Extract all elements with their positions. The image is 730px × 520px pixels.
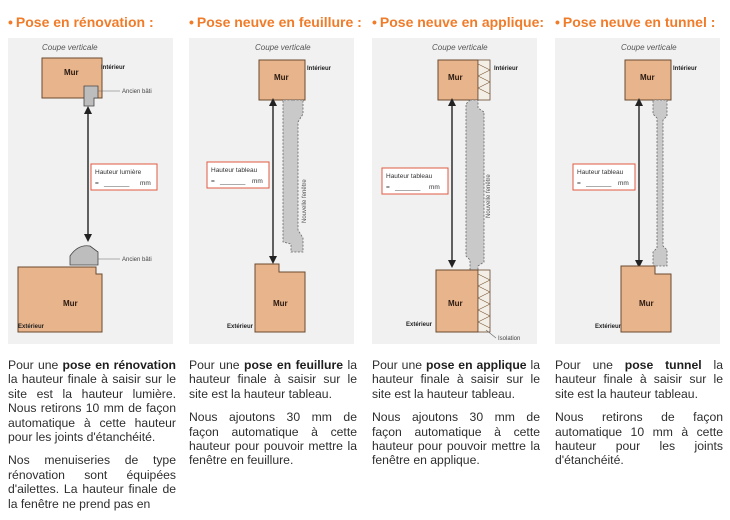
exterior-label: Extérieur <box>18 324 45 330</box>
old-frame-label-top: Ancien bâti <box>122 89 152 95</box>
section-title-tunnel <box>555 14 715 30</box>
diagram-feuillure <box>189 38 354 344</box>
bottom-wall <box>18 267 102 332</box>
title-text: Pose neuve en tunnel : <box>562 14 716 30</box>
diagram-renovation <box>8 38 173 344</box>
wall-label-bottom: Mur <box>448 299 463 308</box>
desc-bold: pose tunnel <box>624 358 702 372</box>
wall-label-bottom: Mur <box>273 299 288 308</box>
interior-label: Intérieur <box>673 66 698 72</box>
diagram-panel-renovation <box>8 38 173 344</box>
wall-label-top: Mur <box>64 68 79 77</box>
title-bullet: • <box>189 14 194 30</box>
desc-bold: pose en rénovation <box>62 358 176 372</box>
diagram-panel-applique <box>372 38 537 344</box>
exterior-label: Extérieur <box>595 324 622 330</box>
wall-label-top: Mur <box>274 73 289 82</box>
description-paragraph <box>189 358 357 401</box>
exterior-label: Extérieur <box>406 322 433 328</box>
title-bullet: • <box>372 14 377 30</box>
description-paragraph: Nous retirons de façon automatique 10 mm à cette hauteur pour les joints d'étanchéité. <box>555 410 723 468</box>
measure-blank: _______ <box>220 178 246 185</box>
old-frame-bottom <box>70 246 98 265</box>
measure-label: Hauteur lumière <box>95 169 142 176</box>
measure-unit: mm <box>429 184 440 191</box>
measure-equals: = <box>577 180 581 187</box>
description-tunnel <box>555 358 723 477</box>
wall-label-top: Mur <box>640 73 655 82</box>
desc-bold: pose en feuillure <box>244 358 344 372</box>
desc-bold: pose en applique <box>425 358 527 372</box>
measure-label: Hauteur tableau <box>577 169 624 176</box>
description-applique <box>372 358 540 477</box>
title-bullet: • <box>8 14 13 30</box>
section-label: Coupe verticale <box>621 43 677 52</box>
desc-text: la hauteur finale à saisir sur le site est la hauteur lumière. Nous retirons 10 mm de façon automatique à cette hauteur pour les joints d'étanchéité. <box>8 372 176 445</box>
new-window-profile <box>653 100 667 266</box>
desc-text: la hauteur finale à saisir sur le site est la hauteur tableau. <box>189 358 357 401</box>
diagram-tunnel <box>555 38 720 344</box>
diagram-panel-tunnel <box>555 38 720 344</box>
new-window-profile <box>466 100 484 270</box>
section-label: Coupe verticale <box>255 43 311 52</box>
description-paragraph: Nous ajoutons 30 mm de façon automatique à cette hauteur pour pouvoir mettre la fenêtre en applique. <box>372 410 540 468</box>
description-paragraph: Nous ajoutons 30 mm de façon automatique à cette hauteur pour pouvoir mettre la fenêtre en feuillure. <box>189 410 357 468</box>
title-text: Pose neuve en applique: <box>379 14 545 30</box>
measure-equals: = <box>386 184 390 191</box>
desc-text: la hauteur finale à saisir sur le site est la hauteur tableau. <box>372 358 540 401</box>
leader-line <box>486 330 496 338</box>
wall-label-bottom: Mur <box>639 299 654 308</box>
insulation-label: Isolation <box>498 336 521 342</box>
description-paragraph <box>555 358 723 401</box>
new-window-profile <box>283 100 303 252</box>
interior-label: Intérieur <box>307 66 332 72</box>
column-feuillure <box>189 0 362 500</box>
desc-text: Pour une <box>372 358 426 372</box>
title-text: Pose neuve en feuillure : <box>196 14 362 30</box>
title-bullet: • <box>555 14 560 30</box>
measure-blank: _______ <box>104 180 130 187</box>
measure-unit: mm <box>252 178 263 185</box>
interior-label: Intérieur <box>494 66 519 72</box>
bottom-wall <box>255 264 305 332</box>
title-text: Pose en rénovation : <box>15 14 154 30</box>
desc-text: Pour une <box>189 358 245 372</box>
diagram-panel-feuillure <box>189 38 354 344</box>
measure-blank: _______ <box>395 184 421 191</box>
section-label: Coupe verticale <box>432 43 488 52</box>
exterior-label: Extérieur <box>227 324 254 330</box>
wall-label-top: Mur <box>448 73 463 82</box>
old-frame-top <box>84 86 98 106</box>
measure-label: Hauteur tableau <box>211 167 258 174</box>
section-title-renovation <box>8 14 154 30</box>
column-tunnel <box>555 0 723 500</box>
column-applique <box>372 0 545 500</box>
wall-label-bottom: Mur <box>63 299 78 308</box>
description-renovation <box>8 358 176 520</box>
desc-text: Pour une <box>555 358 625 372</box>
old-frame-label-bottom: Ancien bâti <box>122 257 152 263</box>
measure-equals: = <box>95 180 99 187</box>
desc-text: Pour une <box>8 358 63 372</box>
desc-text: la hauteur finale à saisir sur le site est la hauteur tableau. <box>555 358 723 401</box>
window-label: Nouvelle fenêtre <box>302 179 308 223</box>
insulation-top <box>478 60 490 100</box>
measure-unit: mm <box>618 180 629 187</box>
description-paragraph: Nos menuiseries de type rénovation sont équipées d'ailettes. La hauteur finale de la fenêtre ne prend pas en <box>8 453 176 511</box>
measure-equals: = <box>211 178 215 185</box>
section-title-applique <box>372 14 544 30</box>
description-feuillure <box>189 358 357 477</box>
diagram-applique <box>372 38 537 344</box>
measure-blank: _______ <box>586 180 612 187</box>
description-paragraph <box>372 358 540 401</box>
measure-unit: mm <box>140 180 151 187</box>
window-label: Nouvelle fenêtre <box>486 174 492 218</box>
section-label: Coupe verticale <box>42 43 98 52</box>
interior-label: Intérieur <box>101 65 126 71</box>
column-renovation <box>8 0 176 511</box>
section-title-feuillure <box>189 14 362 30</box>
measure-label: Hauteur tableau <box>386 173 433 180</box>
description-paragraph <box>8 358 176 444</box>
